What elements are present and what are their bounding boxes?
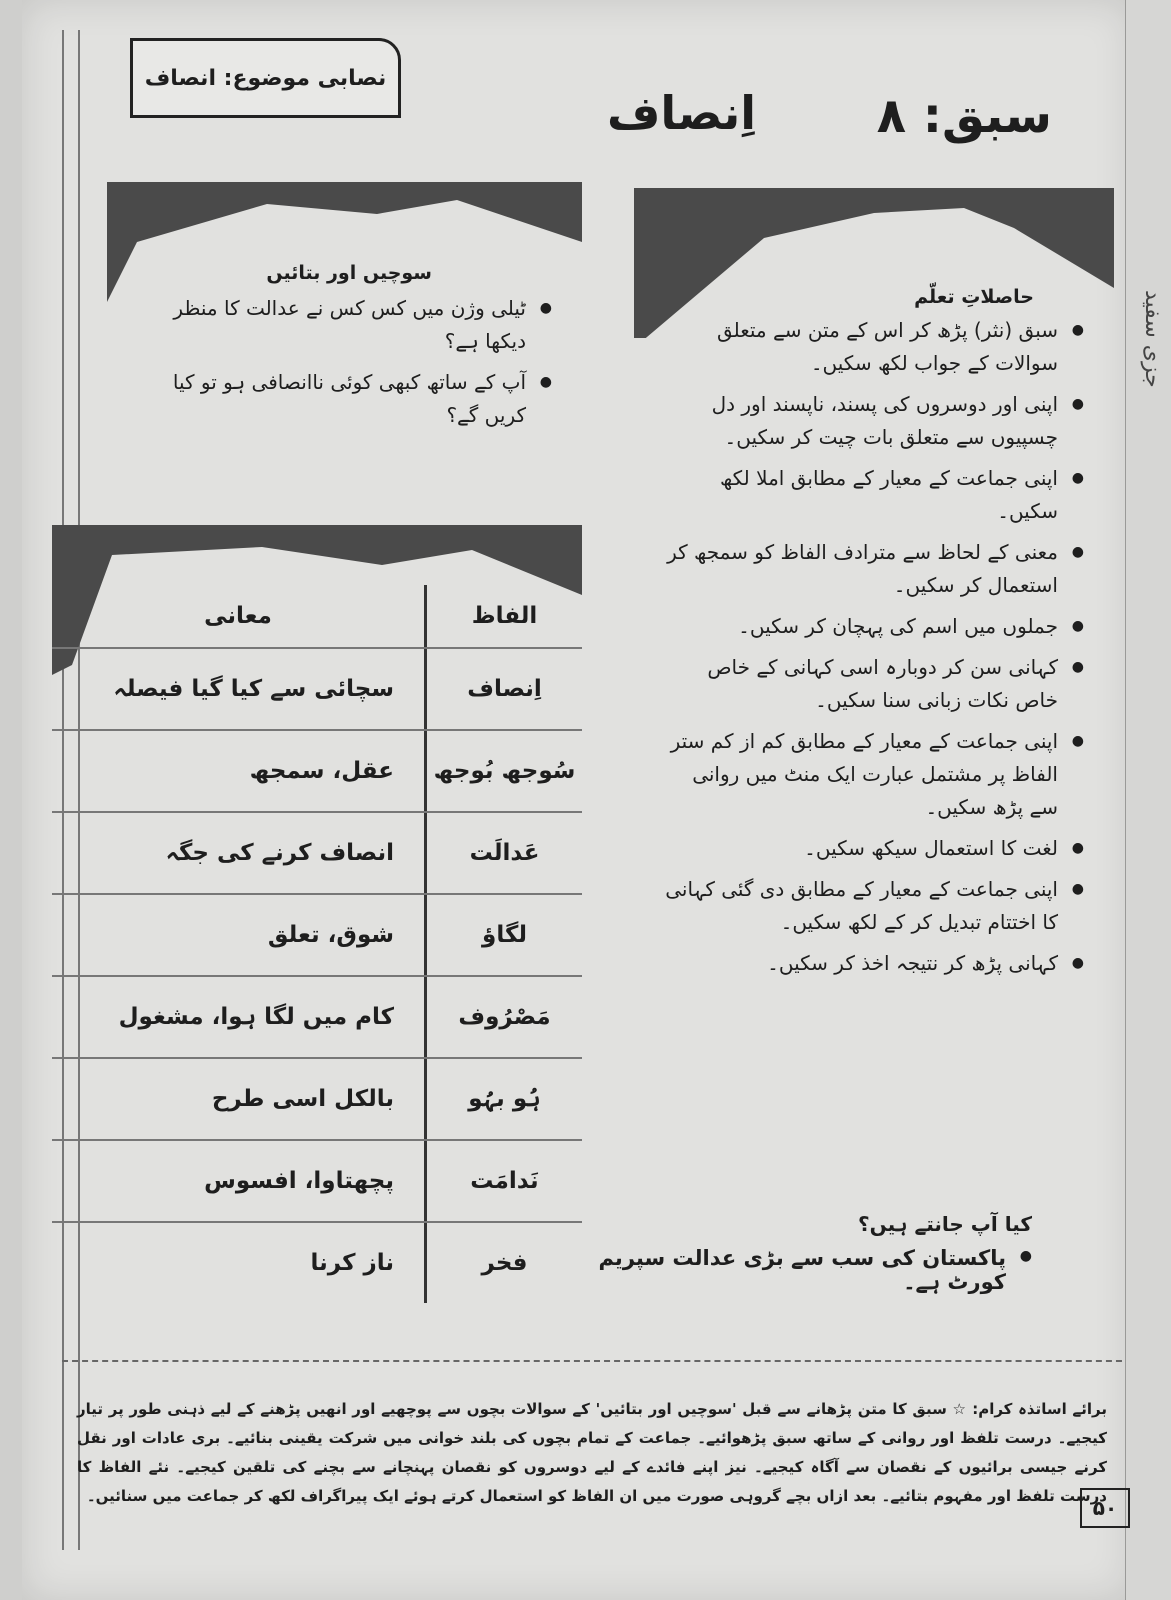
vocab-meaning: شوق، تعلق xyxy=(267,922,394,948)
teacher-note-text: ☆ سبق کا متن پڑھانے سے قبل 'سوچیں اور بتائیں' کے سوالات بچوں سے پوچھیے اور انھیں پڑھنے کے لیے ذہنی طور پر تیار کیجیے۔ درست تلفظ اور روانی کے ساتھ سبق پڑھوائیے۔ جماعت کے تمام بچوں کی بلند خوانی میں شرکت یقینی بنائیے۔ بری عادات اور نقل کرنے جیسی برائیوں کے نقصان سے آگاہ کیجیے۔ نیز اپنے فائدے کے لیے دوسروں کو نقصان پہنچانے سے بچنے کی تلقین کیجیے۔ نئے الفاظ کا درست تلفظ اور مفہوم بتائیے۔ بعد ازاں بچے گروہی صورت میں ان الفاظ کو استعمال کرتے ہوئے ایک پیراگراف لکھ کر جماعت میں سنائیں۔ xyxy=(77,1400,1107,1505)
think-heading: سوچیں اور بتائیں xyxy=(266,262,432,284)
teacher-note-label: برائے اساتذہ کرام: xyxy=(972,1400,1107,1418)
outcome-item: ● اپنی اور دوسروں کی پسند، ناپسند اور دل چسپیوں سے متعلق بات چیت کر سکیں۔ xyxy=(664,388,1084,454)
next-page-text-fragment: جزی سفید xyxy=(1140,290,1165,388)
textbook-page xyxy=(22,0,1132,1600)
vocab-word: اِنصاف xyxy=(424,649,582,729)
outcome-item: ● اپنی جماعت کے معیار کے مطابق املا لکھ سکیں۔ xyxy=(664,462,1084,528)
lesson-number: سبق: ۸ xyxy=(876,88,1052,144)
lesson-title: اِنصاف xyxy=(607,86,757,140)
vocab-word: ہُو بہُو xyxy=(424,1059,582,1139)
table-row xyxy=(52,1223,582,1303)
outcomes-list xyxy=(664,314,1084,988)
curriculum-topic: نصابی موضوع: انصاف xyxy=(144,65,387,91)
table-row xyxy=(52,649,582,731)
table-row xyxy=(52,895,582,977)
table-row xyxy=(52,1141,582,1223)
column-header-words: الفاظ xyxy=(424,585,582,647)
column-header-meanings: معانی xyxy=(204,603,272,629)
vocab-word: نَدامَت xyxy=(424,1141,582,1221)
outcome-item: ● اپنی جماعت کے معیار کے مطابق کم از کم ستر الفاظ پر مشتمل عبارت ایک منٹ میں روانی سے پڑھ سکیں۔ xyxy=(664,725,1084,824)
vocab-word: عَدالَت xyxy=(424,813,582,893)
did-you-know-section xyxy=(562,1212,1032,1294)
vocab-meaning: پچھتاوا، افسوس xyxy=(204,1168,394,1194)
outcome-item: ● معنی کے لحاظ سے مترادف الفاظ کو سمجھ کر استعمال کر سکیں۔ xyxy=(664,536,1084,602)
curriculum-topic-box xyxy=(130,38,401,118)
think-and-tell-panel xyxy=(107,182,582,512)
vocabulary-panel xyxy=(52,525,582,1315)
think-question: ● ٹیلی وژن میں کس کس نے عدالت کا منظر دیکھا ہے؟ xyxy=(132,292,552,358)
outcomes-heading: حاصلاتِ تعلّم xyxy=(914,286,1034,308)
vocab-meaning: بالکل اسی طرح xyxy=(211,1086,394,1112)
table-row xyxy=(52,1059,582,1141)
vocab-word: فخر xyxy=(424,1223,582,1303)
outcome-item: ● کہانی سن کر دوبارہ اسی کہانی کے خاص خاص نکات زبانی سنا سکیں۔ xyxy=(664,651,1084,717)
outcome-item: ● کہانی پڑھ کر نتیجہ اخذ کر سکیں۔ xyxy=(664,947,1084,980)
did-you-know-fact: ● پاکستان کی سب سے بڑی عدالت سپریم کورٹ ہے۔ xyxy=(562,1246,1032,1294)
learning-outcomes-panel xyxy=(634,188,1114,1078)
vocab-word: لگاؤ xyxy=(424,895,582,975)
page-number: ۵۰ xyxy=(1080,1488,1130,1528)
footer-divider xyxy=(62,1360,1132,1362)
think-question: ● آپ کے ساتھ کبھی کوئی ناانصافی ہو تو کیا کریں گے؟ xyxy=(132,366,552,432)
vocab-word: سُوجھ بُوجھ xyxy=(424,731,582,811)
outcome-item: ● لغت کا استعمال سیکھ سکیں۔ xyxy=(664,832,1084,865)
vocab-meaning: سچائی سے کیا گیا فیصلہ xyxy=(113,676,394,702)
table-row xyxy=(52,813,582,895)
teacher-note xyxy=(77,1395,1107,1511)
outcome-item: ● سبق (نثر) پڑھ کر اس کے متن سے متعلق سوالات کے جواب لکھ سکیں۔ xyxy=(664,314,1084,380)
outcome-item: ● اپنی جماعت کے معیار کے مطابق دی گئی کہانی کا اختتام تبدیل کر کے لکھ سکیں۔ xyxy=(664,873,1084,939)
think-list xyxy=(132,292,552,440)
next-page-edge xyxy=(1125,0,1171,1600)
vocab-word: مَصْرُوف xyxy=(424,977,582,1057)
table-header-row xyxy=(52,585,582,649)
vocabulary-table xyxy=(52,585,582,1303)
vocab-meaning: عقل، سمجھ xyxy=(249,758,394,784)
vocab-meaning: ناز کرنا xyxy=(310,1250,394,1276)
table-row xyxy=(52,731,582,813)
vocab-meaning: کام میں لگا ہوا، مشغول xyxy=(118,1004,394,1030)
did-you-know-heading: کیا آپ جانتے ہیں؟ xyxy=(858,1212,1032,1236)
table-row xyxy=(52,977,582,1059)
outcome-item: ● جملوں میں اسم کی پہچان کر سکیں۔ xyxy=(664,610,1084,643)
vocab-meaning: انصاف کرنے کی جگہ xyxy=(165,840,394,866)
